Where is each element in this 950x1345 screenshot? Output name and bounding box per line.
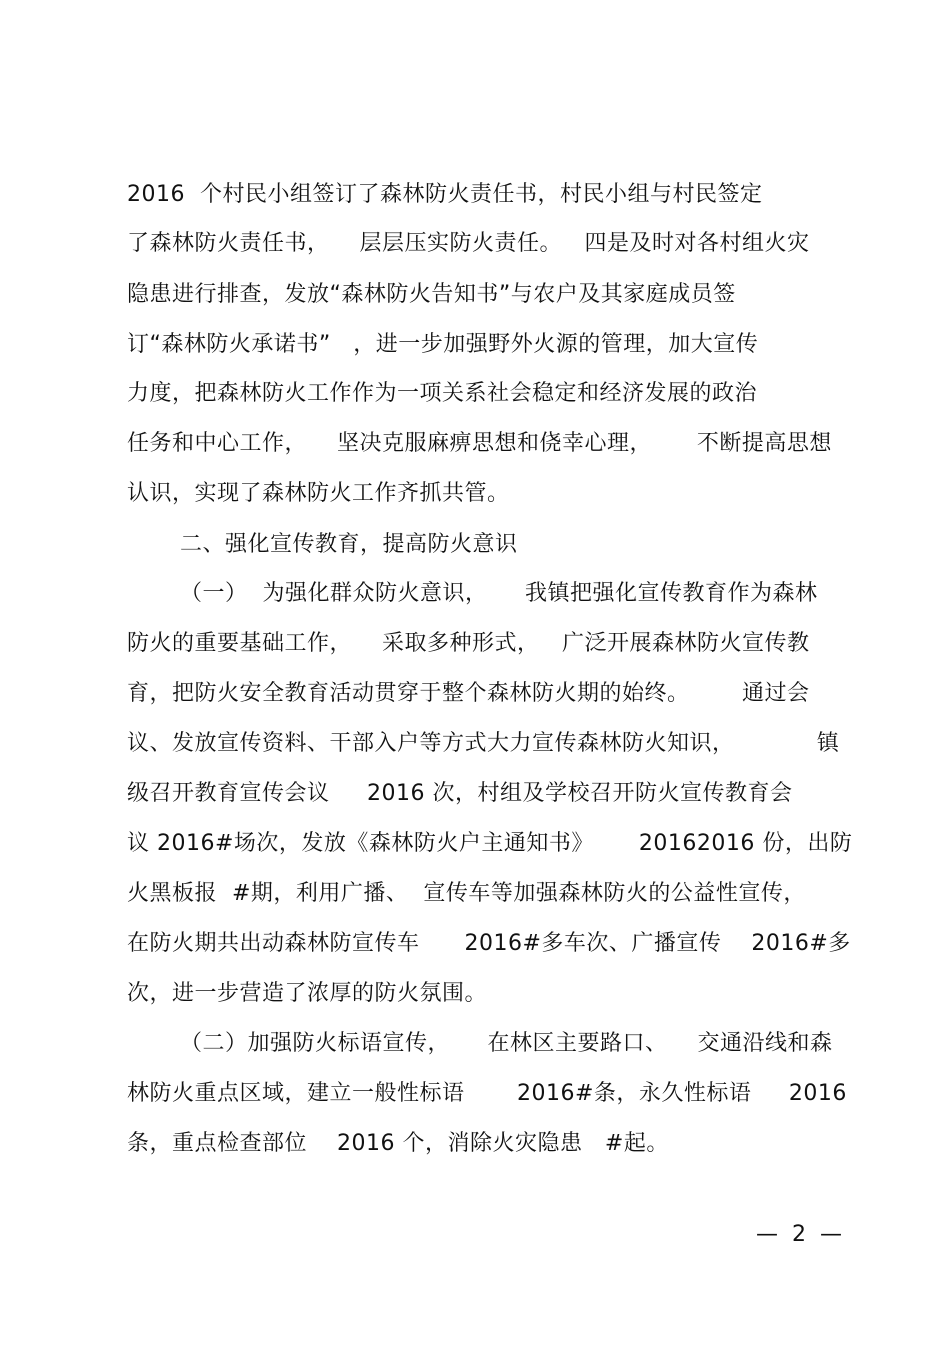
paragraph-line: 认识，实现了森林防火工作齐抓共管。 (127, 481, 510, 506)
paragraph-line: 林防火重点区域，建立一般性标语 2016#条，永久性标语 2016 (127, 1081, 847, 1106)
paragraph-line: 育，把防火安全教育活动贯穿于整个森林防火期的始终。 通过会 (127, 681, 810, 706)
paragraph-line: （二）加强防火标语宣传， 在林区主要路口、 交通沿线和森 (180, 1031, 833, 1056)
paragraph-line: 了森林防火责任书， 层层压实防火责任。 四是及时对各村组火灾 (127, 231, 810, 256)
paragraph-line: 订“森林防火承诺书” ，进一步加强野外火源的管理，加大宣传 (127, 332, 759, 357)
section-heading: 二、强化宣传教育，提高防火意识 (180, 532, 518, 557)
paragraph-line: （一） 为强化群众防火意识， 我镇把强化宣传教育作为森林 (180, 581, 818, 606)
paragraph-line: 议、发放宣传资料、干部入户等方式大力宣传森林防火知识， 镇 (127, 731, 840, 756)
paragraph-line: 力度，把森林防火工作作为一项关系社会稳定和经济发展的政治 (127, 381, 758, 406)
paragraph-line: 级召开教育宣传会议 2016 次，村组及学校召开防火宣传教育会 (127, 781, 793, 806)
paragraph-line: 议 2016#场次，发放《森林防火户主通知书》 20162016 份，出防 (127, 831, 853, 856)
paragraph-line: 隐患进行排查，发放“森林防火告知书”与农户及其家庭成员签 (127, 282, 736, 307)
paragraph-line: 在防火期共出动森林防宣传车 2016#多车次、广播宣传 2016#多 (127, 931, 851, 956)
paragraph-line: 次，进一步营造了浓厚的防火氛围。 (127, 981, 488, 1006)
page-number: — 2 — (756, 1222, 842, 1247)
paragraph-line: 任务和中心工作， 坚决克服麻痹思想和侥幸心理， 不断提高思想 (127, 431, 832, 456)
paragraph-line: 火黑板报 #期，利用广播、 宣传车等加强森林防火的公益性宣传， (127, 881, 806, 906)
paragraph-line: 2016 个村民小组签订了森林防火责任书，村民小组与村民签定 (127, 182, 763, 207)
paragraph-line: 条，重点检查部位 2016 个，消除火灾隐患 #起。 (127, 1131, 669, 1156)
paragraph-line: 防火的重要基础工作， 采取多种形式， 广泛开展森林防火宣传教 (127, 631, 810, 656)
